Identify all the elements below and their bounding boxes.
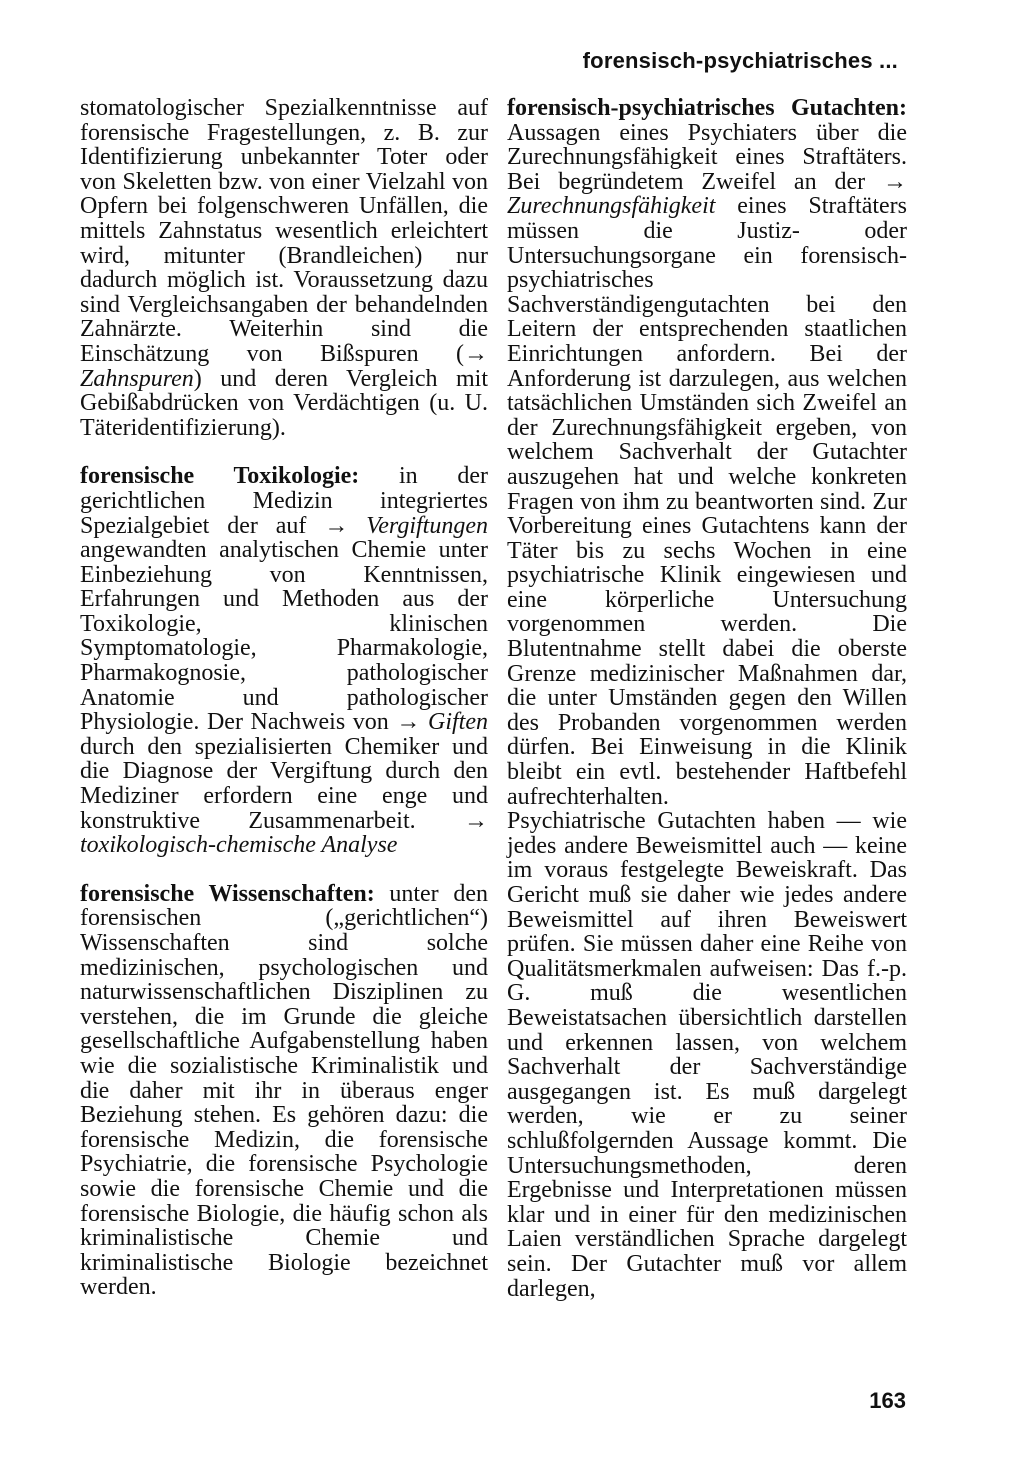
entry-paragraph-psychiatrische-gutachten [507, 809, 907, 1301]
right-column [507, 96, 907, 1301]
entry-forensisch-psychiatrisches-gutachten [507, 96, 907, 809]
entry-text: in der gerichtlichen Medizin integriertes Spezialgebiet der auf → [80, 463, 488, 539]
entry-term: forensisch-psychiatrisches Gutachten: [507, 95, 907, 121]
entry-text: Psychiatrische Gutachten haben — wie jedes andere Beweismittel auch — keine im voraus festgelegte Beweiskraft. Das Gericht muß sie daher wie jedes andere Beweismittel auf ihren Beweiswert prüfen. Sie müssen daher eine Reihe von Qualitätsmerkmalen aufweisen: Das f.-p. G. muß die wesentlichen Beweistatsachen übersichtlich darstellen und erkennen lassen, von welchem Sachverhalt der Sachverständige ausgegangen ist. Es muß dargelegt werden, wie er zu seiner schlußfolgernden Aussage kommt. Die Untersuchungsmethoden, deren Ergebnisse und Interpretationen müssen klar und in einer für den medizinischen Laien verständlichen Sprache dargelegt sein. Der Gutachter muß vor allem darlegen, [507, 808, 907, 1302]
entry-text: Aussagen eines Psychiaters über die Zurechnungsfähigkeit eines Straftäters. Bei begründetem Zweifel an der → [507, 119, 907, 195]
cross-reference-zurechnungsfaehigkeit: Zurechnungsfähigkeit [507, 193, 716, 220]
entry-text: unter den forensischen („gerichtlichen“) Wissenschaften sind solche medizinischen, psychologischen und naturwissenschaftlichen Disziplinen zu verstehen, die im Grunde die gleiche gesellschaftliche Aufgabenstellung haben wie die sozialistische Kriminalistik und die daher mit ihr in überaus enger Beziehung stehen. Es gehören dazu: die forensische Medizin, die forensische Psychiatrie, die forensische Psychologie sowie die forensische Chemie und die forensische Biologie, die häufig schon als kriminalistische Chemie und kriminalistische Biologie bezeichnet werden. [80, 880, 488, 1301]
entry-forensische-wissenschaften [80, 882, 488, 1300]
cross-reference-zahnspuren: Zahnspuren [80, 365, 194, 392]
entry-text: durch den spezialisierten Chemiker und die Diagnose der Vergiftung durch den Mediziner erfordern eine enge und konstruktive Zusammenarbeit. → [80, 733, 488, 834]
cross-reference-vergiftungen: Vergiftungen [366, 512, 488, 539]
entry-term: forensische Wissenschaften: [80, 880, 375, 907]
cross-reference-giften: Giften [428, 709, 488, 736]
entry-forensische-toxikologie [80, 464, 488, 858]
entry-continuation-forensische-odontologie [80, 96, 488, 440]
page-number: 163 [869, 1388, 906, 1413]
entry-text: ) und deren Vergleich mit Gebißabdrücken von Verdächtigen (u. U. Täteridentifizierung). [80, 365, 488, 441]
cross-reference-toxikologisch-chemische-analyse: toxikologisch-chemische Analyse [80, 832, 398, 859]
entry-text: stomatologischer Spezialkenntnisse auf forensische Fragestellungen, z. B. zur Identifizierung unbekannter Toter oder von Skeletten bzw. von einer Vielzahl von Opfern bei folgenschweren Unfällen, die mittels Zahnstatus wesentlich erleichtert wird, mitunter (Brandleichen) nur dadurch möglich ist. Voraussetzung dazu sind Vergleichsangaben der behandelnden Zahnärzte. Weiterhin sind die Einschätzung von Bißspuren (→ [80, 95, 488, 367]
left-column [80, 96, 488, 1300]
running-head: forensisch-psychiatrisches ... [582, 48, 898, 73]
entry-term: forensische Toxikologie: [80, 463, 360, 490]
entry-text: eines Straftäters müssen die Justiz- oder Untersuchungsorgane ein forensisch-psychiatrisches Sachverständigengutachten bei den Leitern der entsprechenden staatlichen Einrichtungen anfordern. Bei der Anforderung ist darzulegen, aus welchen tatsächlichen Umständen sich Zweifel an der Zurechnungsfähigkeit ergeben, von welchem Sachverhalt der Gutachter auszugehen hat und welche konkreten Fragen von ihm zu beantworten sind. Zur Vorbereitung eines Gutachtens kann der Täter bis zu sechs Wochen in eine psychiatrische Klinik eingewiesen und eine körperliche Untersuchung vorgenommen werden. Die Blutentnahme stellt dabei die oberste Grenze medizinischer Maßnahmen dar, die unter Umständen gegen den Willen des Probanden vorgenommen werden dürfen. Bei Einweisung in die Klinik bleibt ein evtl. bestehender Haftbefehl aufrechterhalten. [507, 193, 907, 810]
entry-text: angewandten analytischen Chemie unter Einbeziehung von Kenntnissen, Erfahrungen und Methoden aus der Toxikologie, klinischen Symptomatologie, Pharmakologie, Pharmakognosie, pathologischer Anatomie und pathologischer Physiologie. Der Nachweis von → [80, 537, 488, 736]
